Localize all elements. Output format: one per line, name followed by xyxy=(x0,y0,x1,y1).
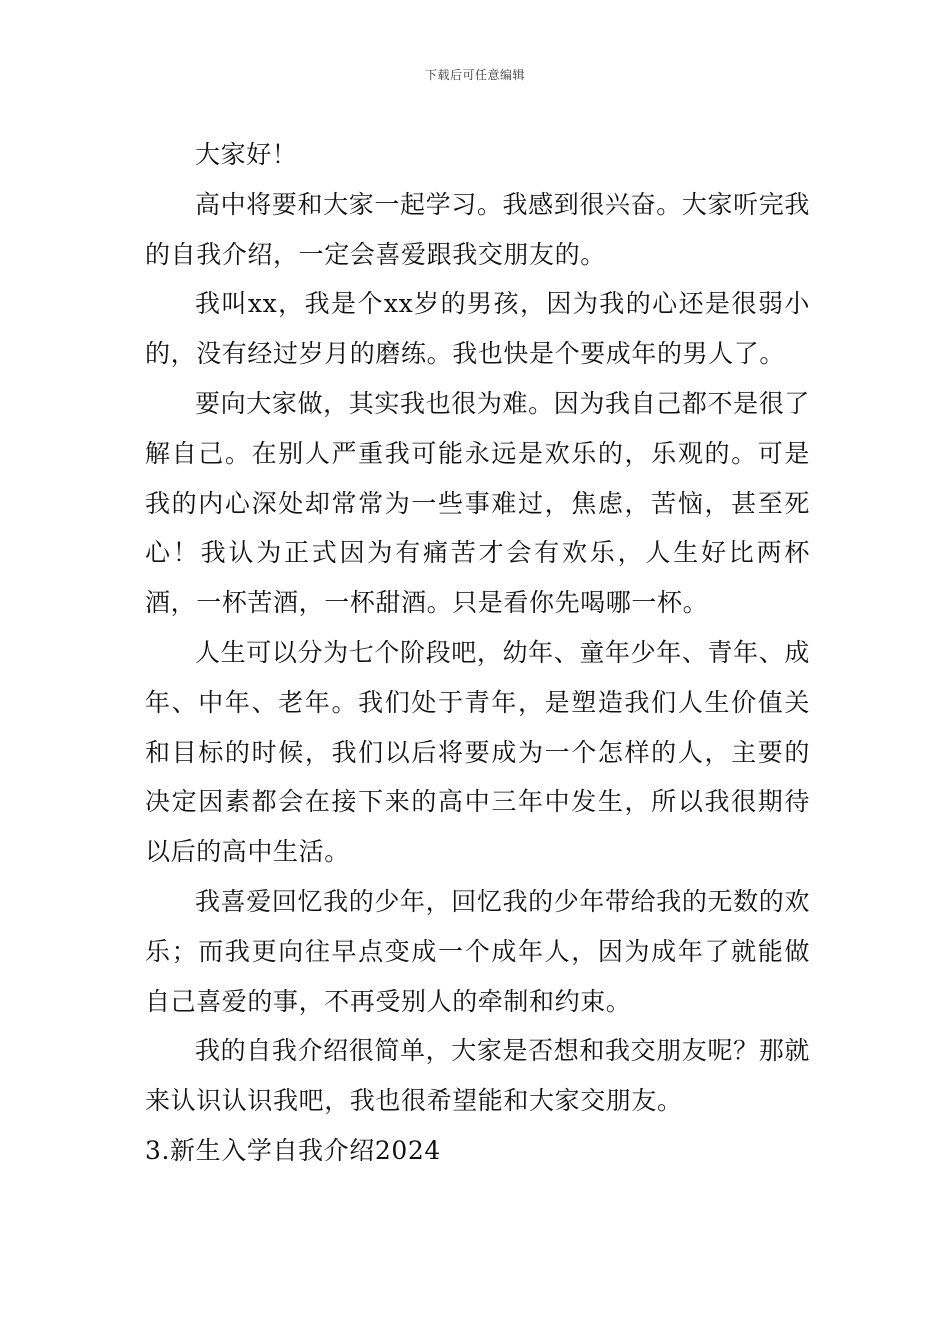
document-body xyxy=(145,130,810,1176)
paragraph: 要向大家做，其实我也很为难。因为我自己都不是很了解自己。在别人严重我可能永远是欢乐的，乐观的。可是我的内心深处却常常为一些事难过，焦虑，苦恼，甚至死心！我认为正式因为有痛苦才会有欢乐，人生好比两杯酒，一杯苦酒，一杯甜酒。只是看你先喝哪一杯。 xyxy=(145,388,810,618)
paragraph: 人生可以分为七个阶段吧，幼年、童年少年、青年、成年、中年、老年。我们处于青年，是塑造我们人生价值关和目标的时候，我们以后将要成为一个怎样的人，主要的决定因素都会在接下来的高中三年中发生，所以我很期待以后的高中生活。 xyxy=(145,637,810,867)
paragraph: 我喜爱回忆我的少年，回忆我的少年带给我的无数的欢乐；而我更向往早点变成一个成年人，因为成年了就能做自己喜爱的事，不再受别人的牵制和约束。 xyxy=(145,886,810,1016)
paragraph: 我叫xx，我是个xx岁的男孩，因为我的心还是很弱小的，没有经过岁月的磨练。我也快是个要成年的男人了。 xyxy=(145,289,810,369)
section-heading: 3.新生入学自我介绍2024 xyxy=(145,1135,441,1165)
paragraph-greeting: 大家好！ xyxy=(195,140,298,169)
paragraph: 高中将要和大家一起学习。我感到很兴奋。大家听完我的自我介绍，一定会喜爱跟我交朋友的。 xyxy=(145,189,810,269)
paragraph: 我的自我介绍很简单，大家是否想和我交朋友呢？那就来认识认识我吧，我也很希望能和大家交朋友。 xyxy=(145,1036,810,1116)
page-header: 下载后可任意编辑 xyxy=(424,68,525,82)
